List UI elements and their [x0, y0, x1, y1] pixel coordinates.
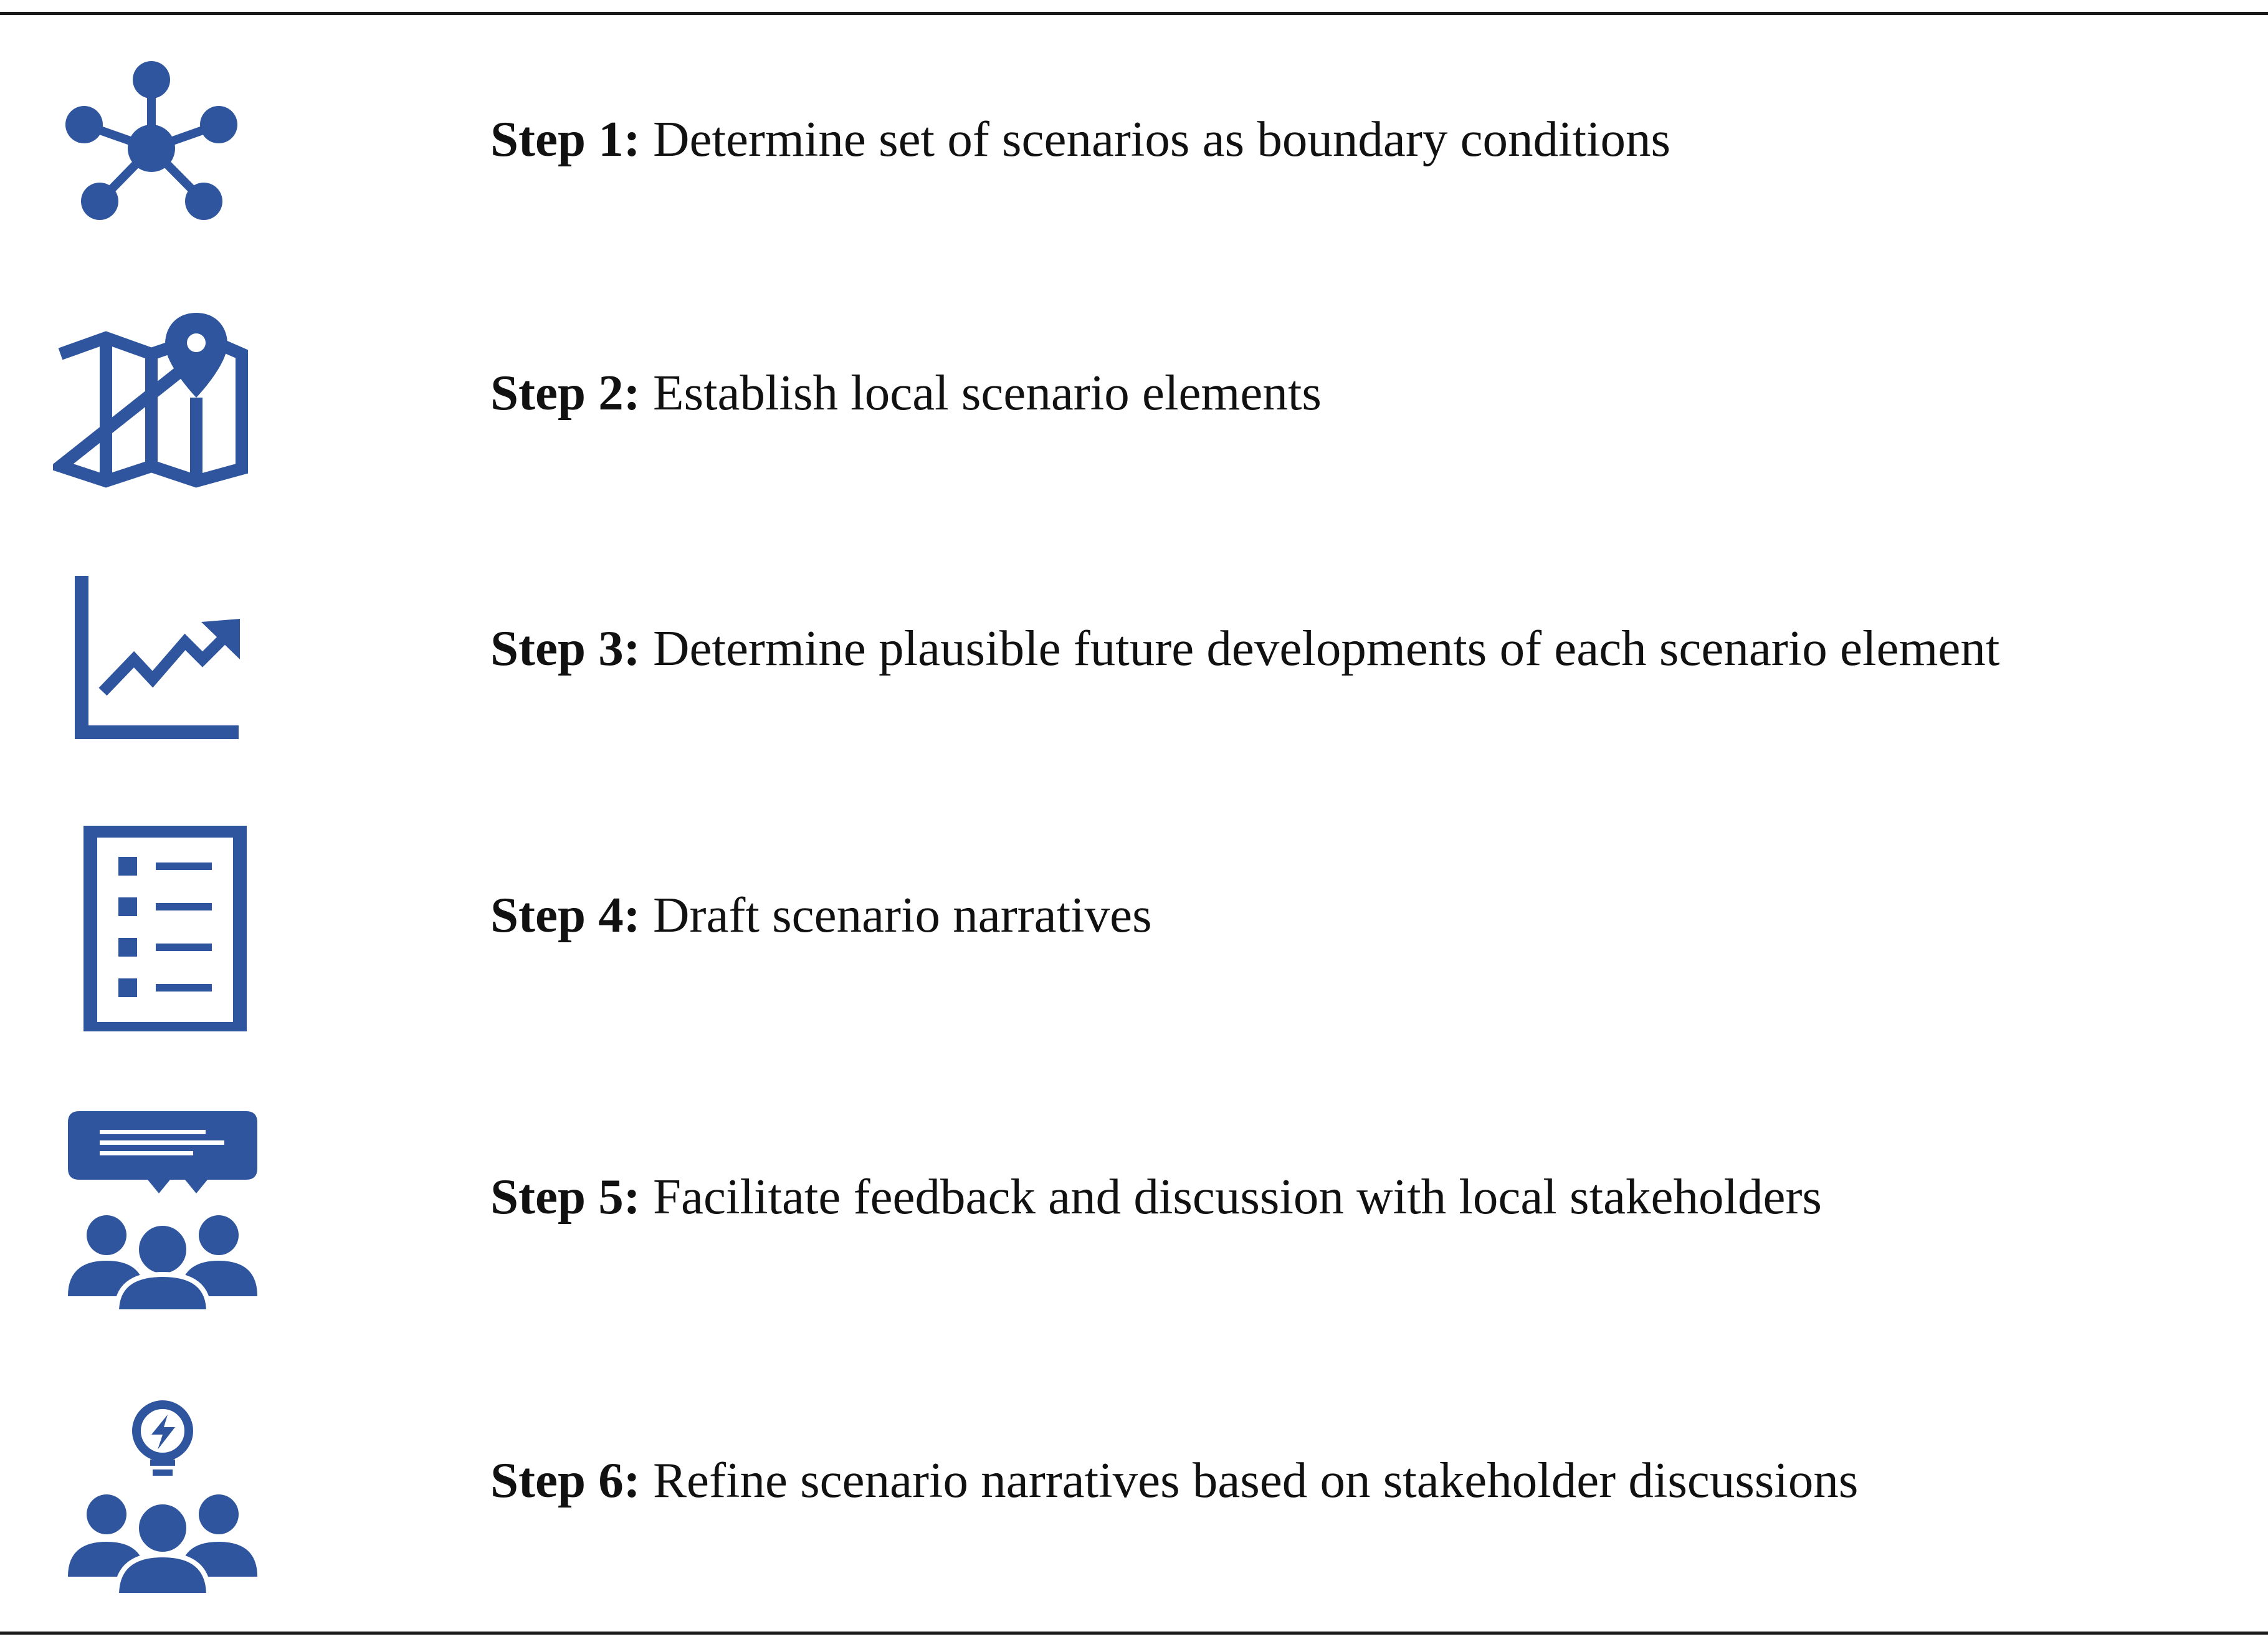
step-2-label: Step 2: — [490, 365, 641, 421]
step-4-description: Draft scenario narratives — [653, 887, 1152, 943]
checklist-icon — [53, 826, 259, 1031]
map-location-icon — [53, 305, 259, 511]
step-3-description: Determine plausible future developments of each scenario element — [653, 620, 2000, 676]
trend-chart-icon — [53, 561, 259, 767]
step-6-text — [490, 1449, 1858, 1511]
step-1-description: Determine set of scenarios as boundary conditions — [653, 111, 1671, 167]
step-3-label: Step 3: — [490, 620, 641, 676]
step-1-text — [490, 108, 1670, 170]
network-hub-icon — [53, 50, 259, 256]
step-1-label: Step 1: — [490, 111, 641, 167]
step-5-text — [490, 1165, 1822, 1228]
step-2-text — [490, 361, 1322, 424]
step-6-description: Refine scenario narratives based on stakeholder discussions — [653, 1452, 1859, 1508]
step-4-label: Step 4: — [490, 887, 641, 943]
bottom-rule — [0, 1632, 2268, 1635]
top-rule — [0, 12, 2268, 15]
step-6-label: Step 6: — [490, 1452, 641, 1508]
step-4-text — [490, 884, 1152, 946]
step-5-description: Facilitate feedback and discussion with local stakeholders — [653, 1168, 1822, 1225]
step-2-description: Establish local scenario elements — [653, 365, 1322, 421]
group-idea-icon — [53, 1390, 259, 1595]
step-3-text — [490, 617, 1999, 679]
group-discussion-icon — [53, 1106, 259, 1312]
step-5-label: Step 5: — [490, 1168, 641, 1225]
